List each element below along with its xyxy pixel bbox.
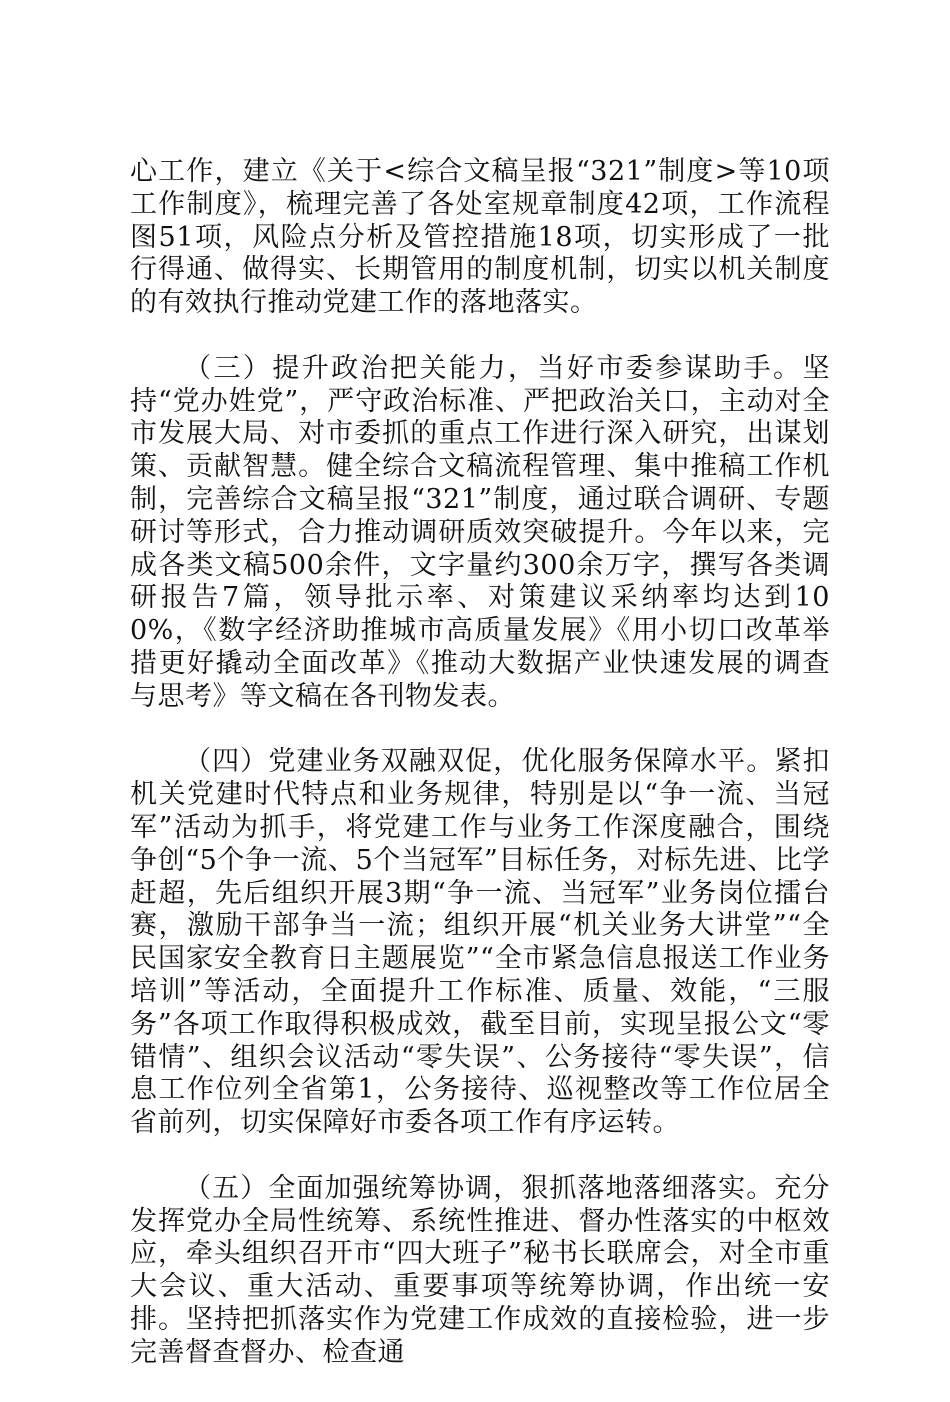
- document-body: [130, 156, 830, 1402]
- paragraph-continuation: 心工作，建立《关于<综合文稿呈报“321”制度>等10项工作制度》，梳理完善了各处室规章制度42项，工作流程图51项，风险点分析及管控措施18项，切实形成了一批行得通、做得实、长期管用的制度机制，切实以机关制度的有效执行推动党建工作的落地落实。: [130, 156, 830, 319]
- paragraph-section-5: （五）全面加强统筹协调，狠抓落地落细落实。充分发挥党办全局性统筹、系统性推进、督办性落实的中枢效应，牵头组织召开市“四大班子”秘书长联席会，对全市重大会议、重大活动、重要事项等统筹协调，作出统一安排。坚持把抓落实作为党建工作成效的直接检验，进一步完善督查督办、检查通: [130, 1172, 830, 1368]
- paragraph-section-3: （三）提升政治把关能力，当好市委参谋助手。坚持“党办姓党”，严守政治标准、严把政治关口，主动对全市发展大局、对市委抓的重点工作进行深入研究，出谋划策、贡献智慧。健全综合文稿流程管理、集中推稿工作机制，完善综合文稿呈报“321”制度，通过联合调研、专题研讨等形式，合力推动调研质效突破提升。今年以来，完成各类文稿500余件，文字量约300余万字，撰写各类调研报告7篇，领导批示率、对策建议采纳率均达到100%，《数字经济助推城市高质量发展》《用小切口改革举措更好撬动全面改革》《推动大数据产业快速发展的调查与思考》等文稿在各刊物发表。: [130, 352, 830, 712]
- paragraph-section-4: （四）党建业务双融双促，优化服务保障水平。紧扣机关党建时代特点和业务规律，特别是以“争一流、当冠军”活动为抓手，将党建工作与业务工作深度融合，围绕争创“5个争一流、5个当冠军”目标任务，对标先进、比学赶超，先后组织开展3期“争一流、当冠军”业务岗位擂台赛，激励干部争当一流；组织开展“机关业务大讲堂”“全民国家安全教育日主题展览”“全市紧急信息报送工作业务培训”等活动，全面提升工作标准、质量、效能，“三服务”各项工作取得积极成效，截至目前，实现呈报公文“零错情”、组织会议活动“零失误”、公务接待“零失误”，信息工作位列全省第1，公务接待、巡视整改等工作位居全省前列，切实保障好市委各项工作有序运转。: [130, 746, 830, 1139]
